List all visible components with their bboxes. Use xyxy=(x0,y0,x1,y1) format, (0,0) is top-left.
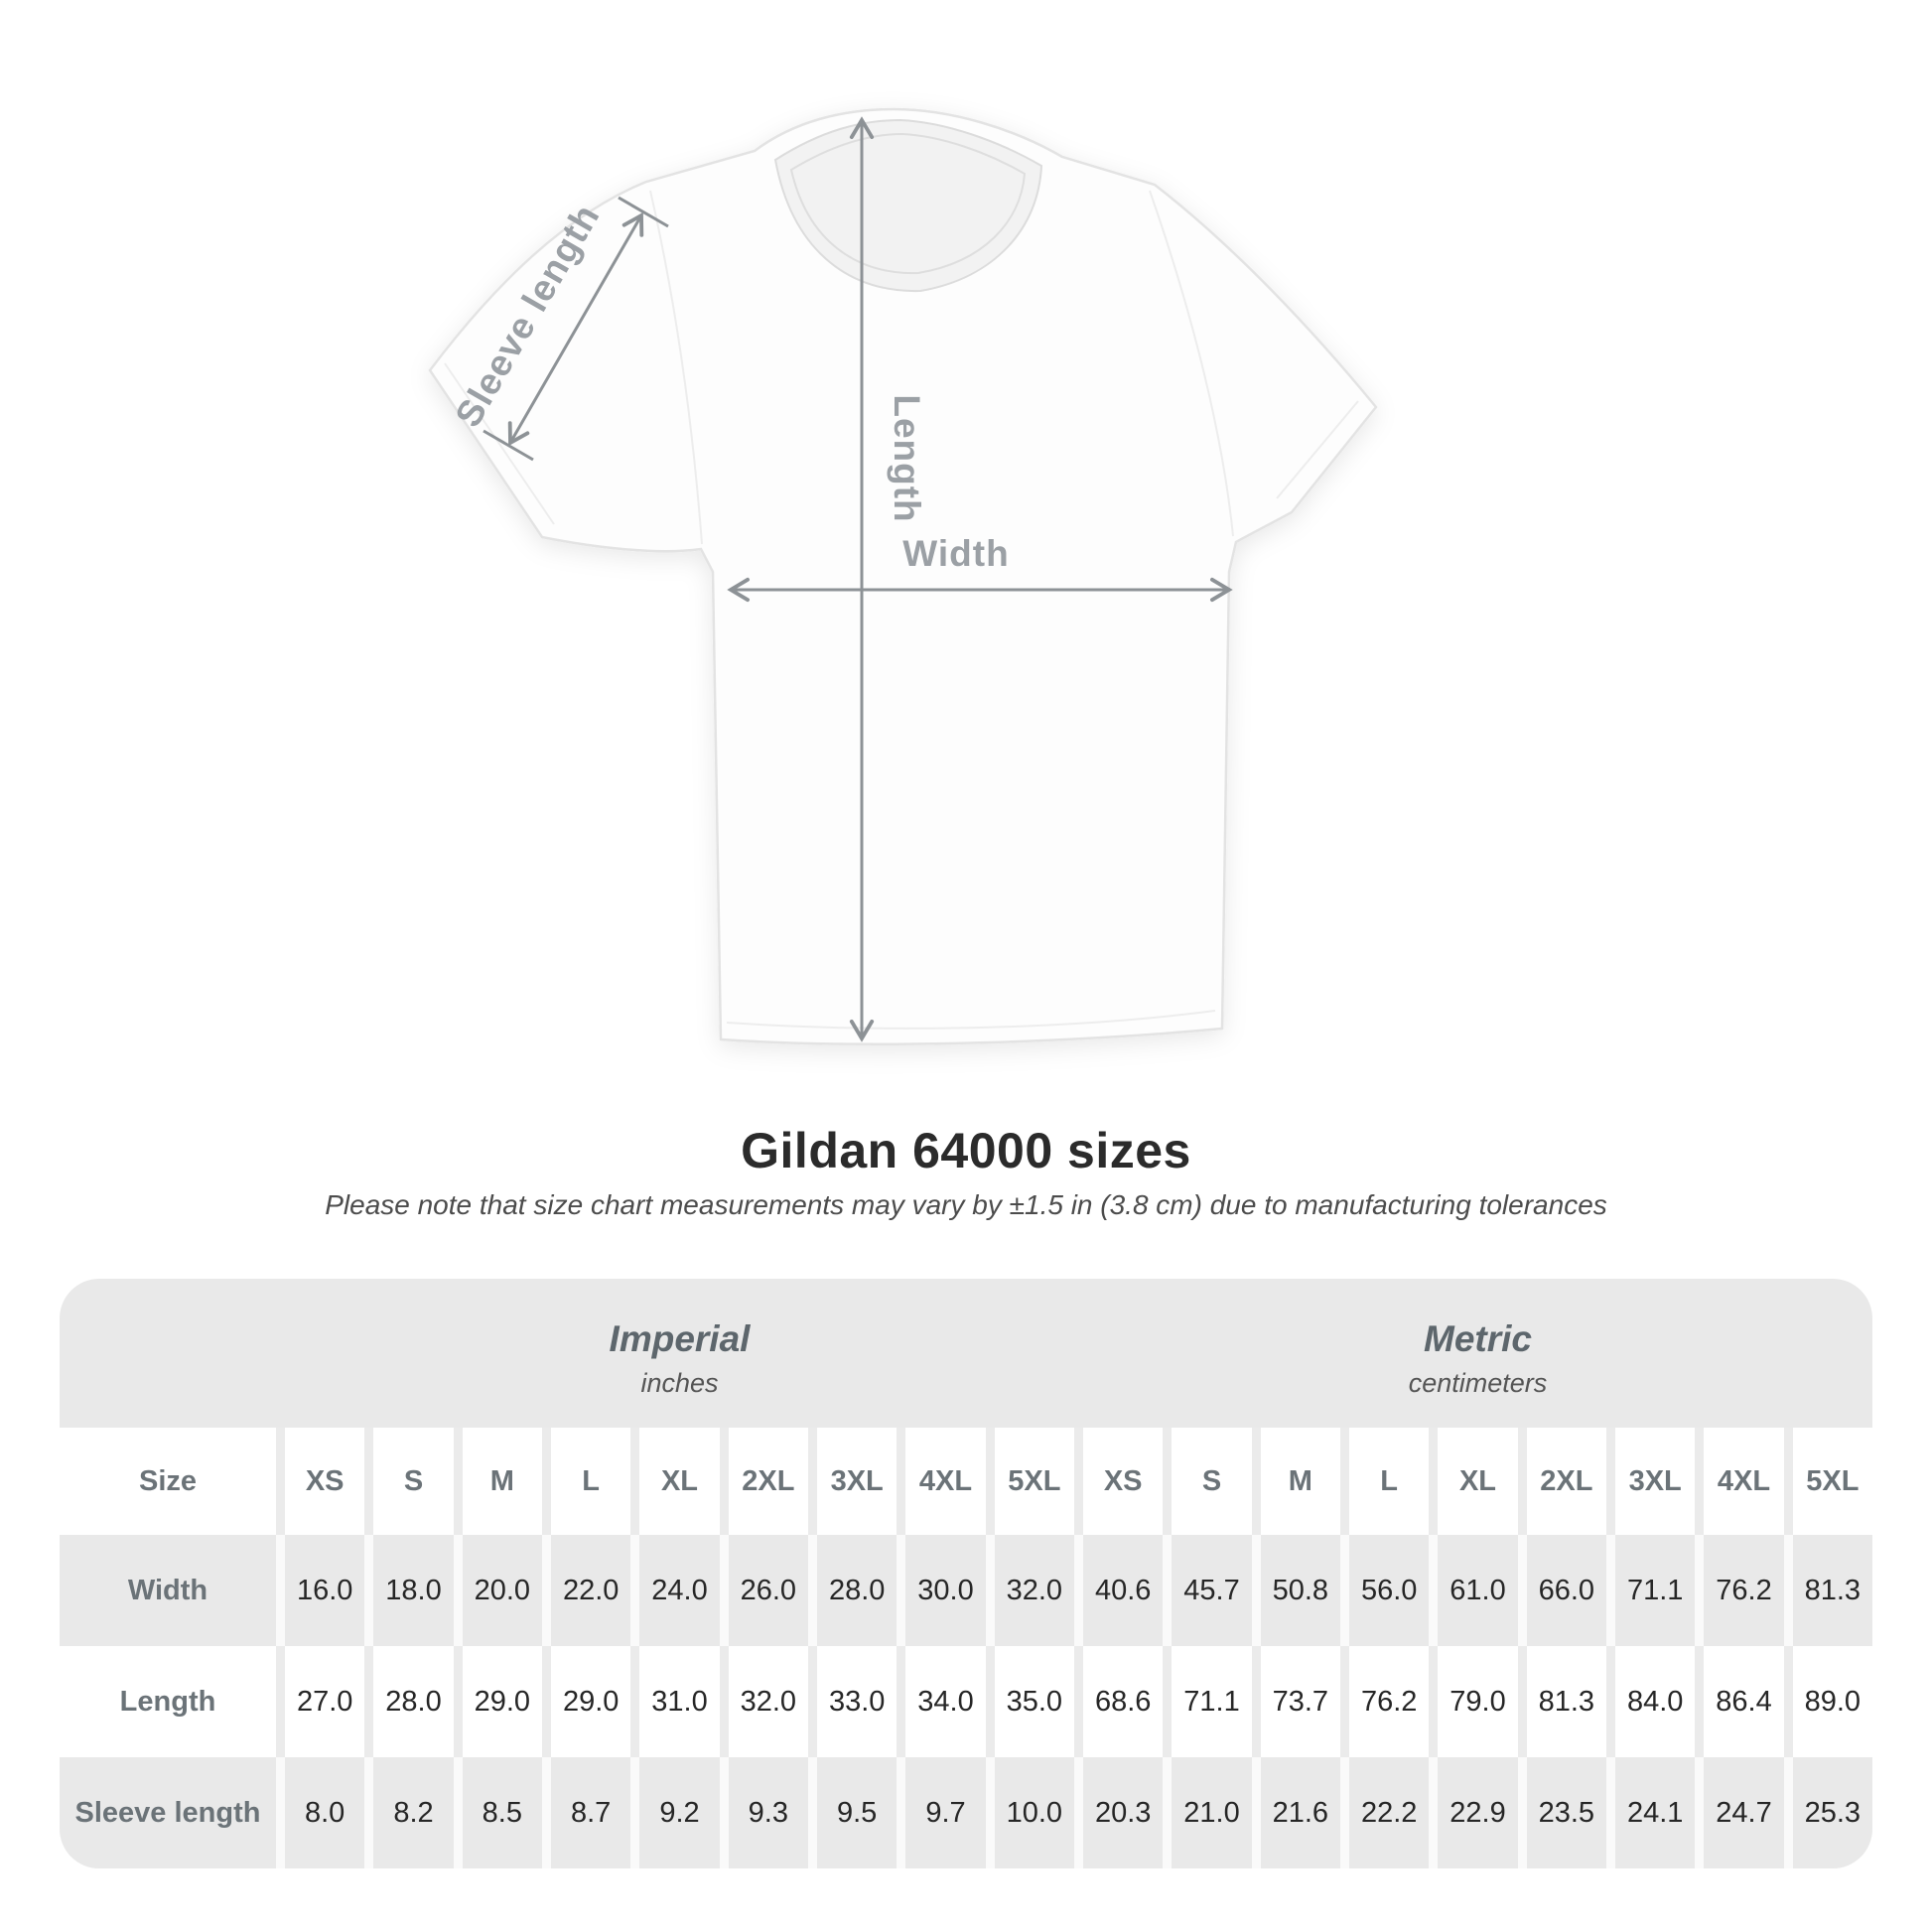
size-header-imperial-3xl: 3XL xyxy=(817,1428,897,1535)
sleeve-length-label: Sleeve length xyxy=(447,197,608,434)
tolerance-note: Please note that size chart measurements may vary by ±1.5 in (3.8 cm) due to manufacturing tolerances xyxy=(325,1189,1607,1220)
unit-name-metric: Metric xyxy=(1424,1317,1532,1359)
cell-metric-length-5xl: 89.0 xyxy=(1793,1646,1872,1757)
size-header-row xyxy=(60,1428,1872,1535)
row-label-length: Length xyxy=(60,1646,276,1757)
cell-imperial-width-3xl: 28.0 xyxy=(817,1535,897,1646)
cell-metric-width-xl: 61.0 xyxy=(1438,1535,1517,1646)
cell-metric-width-5xl: 81.3 xyxy=(1793,1535,1872,1646)
cell-metric-length-xs: 68.6 xyxy=(1083,1646,1163,1757)
size-header-imperial-4xl: 4XL xyxy=(905,1428,985,1535)
cell-imperial-length-l: 29.0 xyxy=(551,1646,630,1757)
cell-metric-width-l: 56.0 xyxy=(1349,1535,1429,1646)
size-header-imperial-2xl: 2XL xyxy=(729,1428,808,1535)
size-table-rows xyxy=(60,1428,1872,1868)
cell-imperial-length-3xl: 33.0 xyxy=(817,1646,897,1757)
unit-header-spacer xyxy=(60,1279,276,1428)
cell-metric-sleeve-length-xs: 20.3 xyxy=(1083,1757,1163,1868)
cell-imperial-length-4xl: 34.0 xyxy=(905,1646,985,1757)
size-header-metric-l: L xyxy=(1349,1428,1429,1535)
cell-metric-length-s: 71.1 xyxy=(1172,1646,1251,1757)
size-header-imperial-s: S xyxy=(373,1428,453,1535)
cell-imperial-width-xs: 16.0 xyxy=(285,1535,364,1646)
cell-metric-length-l: 76.2 xyxy=(1349,1646,1429,1757)
cell-metric-sleeve-length-4xl: 24.7 xyxy=(1704,1757,1783,1868)
size-header-metric-3xl: 3XL xyxy=(1615,1428,1695,1535)
width-label: Width xyxy=(902,533,1010,574)
cell-imperial-length-5xl: 35.0 xyxy=(995,1646,1074,1757)
cell-metric-width-m: 50.8 xyxy=(1261,1535,1340,1646)
size-header-imperial-5xl: 5XL xyxy=(995,1428,1074,1535)
size-header-imperial-xl: XL xyxy=(639,1428,719,1535)
cell-imperial-width-m: 20.0 xyxy=(463,1535,542,1646)
cell-imperial-sleeve-length-m: 8.5 xyxy=(463,1757,542,1868)
cell-imperial-width-2xl: 26.0 xyxy=(729,1535,808,1646)
unit-group-imperial xyxy=(285,1279,1074,1428)
cell-imperial-length-s: 28.0 xyxy=(373,1646,453,1757)
cell-imperial-width-s: 18.0 xyxy=(373,1535,453,1646)
size-column-header: Size xyxy=(60,1428,276,1535)
cell-imperial-length-2xl: 32.0 xyxy=(729,1646,808,1757)
cell-metric-sleeve-length-s: 21.0 xyxy=(1172,1757,1251,1868)
cell-metric-width-s: 45.7 xyxy=(1172,1535,1251,1646)
unit-header-row xyxy=(60,1279,1872,1428)
cell-metric-length-2xl: 81.3 xyxy=(1527,1646,1606,1757)
table-row-length xyxy=(60,1646,1872,1757)
cell-imperial-sleeve-length-3xl: 9.5 xyxy=(817,1757,897,1868)
cell-imperial-sleeve-length-4xl: 9.7 xyxy=(905,1757,985,1868)
cell-metric-sleeve-length-3xl: 24.1 xyxy=(1615,1757,1695,1868)
unit-sub-metric: centimeters xyxy=(1408,1367,1548,1398)
cell-metric-width-xs: 40.6 xyxy=(1083,1535,1163,1646)
size-header-metric-xs: XS xyxy=(1083,1428,1163,1535)
cell-metric-sleeve-length-l: 22.2 xyxy=(1349,1757,1429,1868)
cell-metric-length-3xl: 84.0 xyxy=(1615,1646,1695,1757)
table-row-width xyxy=(60,1535,1872,1646)
cell-metric-length-m: 73.7 xyxy=(1261,1646,1340,1757)
cell-imperial-width-5xl: 32.0 xyxy=(995,1535,1074,1646)
cell-imperial-sleeve-length-5xl: 10.0 xyxy=(995,1757,1074,1868)
unit-sub-imperial: inches xyxy=(640,1367,719,1398)
table-row-sleeve-length xyxy=(60,1757,1872,1868)
cell-imperial-length-m: 29.0 xyxy=(463,1646,542,1757)
size-header-metric-2xl: 2XL xyxy=(1527,1428,1606,1535)
cell-metric-length-4xl: 86.4 xyxy=(1704,1646,1783,1757)
cell-metric-width-4xl: 76.2 xyxy=(1704,1535,1783,1646)
page-title: Gildan 64000 sizes xyxy=(741,1123,1191,1178)
cell-metric-sleeve-length-2xl: 23.5 xyxy=(1527,1757,1606,1868)
cell-metric-sleeve-length-5xl: 25.3 xyxy=(1793,1757,1872,1868)
size-table xyxy=(60,1279,1872,1868)
cell-metric-length-xl: 79.0 xyxy=(1438,1646,1517,1757)
cell-imperial-sleeve-length-s: 8.2 xyxy=(373,1757,453,1868)
size-header-metric-xl: XL xyxy=(1438,1428,1517,1535)
cell-metric-width-3xl: 71.1 xyxy=(1615,1535,1695,1646)
size-header-metric-5xl: 5XL xyxy=(1793,1428,1872,1535)
cell-imperial-sleeve-length-l: 8.7 xyxy=(551,1757,630,1868)
cell-imperial-sleeve-length-xs: 8.0 xyxy=(285,1757,364,1868)
cell-imperial-width-l: 22.0 xyxy=(551,1535,630,1646)
unit-group-metric xyxy=(1083,1279,1872,1428)
cell-imperial-sleeve-length-xl: 9.2 xyxy=(639,1757,719,1868)
size-header-imperial-m: M xyxy=(463,1428,542,1535)
length-label: Length xyxy=(887,394,927,523)
cell-metric-sleeve-length-xl: 22.9 xyxy=(1438,1757,1517,1868)
size-header-metric-m: M xyxy=(1261,1428,1340,1535)
cell-imperial-length-xs: 27.0 xyxy=(285,1646,364,1757)
size-header-metric-4xl: 4XL xyxy=(1704,1428,1783,1535)
unit-name-imperial: Imperial xyxy=(609,1317,751,1359)
size-header-imperial-xs: XS xyxy=(285,1428,364,1535)
cell-metric-width-2xl: 66.0 xyxy=(1527,1535,1606,1646)
cell-imperial-width-4xl: 30.0 xyxy=(905,1535,985,1646)
cell-imperial-sleeve-length-2xl: 9.3 xyxy=(729,1757,808,1868)
cell-imperial-length-xl: 31.0 xyxy=(639,1646,719,1757)
size-header-imperial-l: L xyxy=(551,1428,630,1535)
cell-metric-sleeve-length-m: 21.6 xyxy=(1261,1757,1340,1868)
row-label-sleeve-length: Sleeve length xyxy=(60,1757,276,1868)
size-header-metric-s: S xyxy=(1172,1428,1251,1535)
row-label-width: Width xyxy=(60,1535,276,1646)
cell-imperial-width-xl: 24.0 xyxy=(639,1535,719,1646)
